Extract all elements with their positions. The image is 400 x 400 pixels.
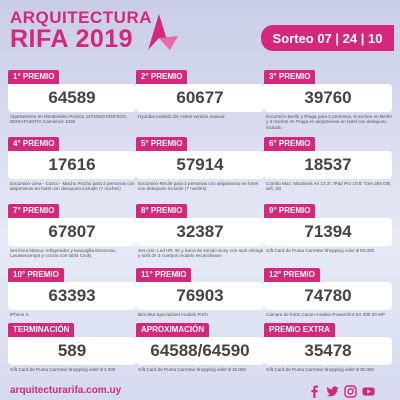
prize-description: Gift Card de Punta Carretas Shopping valor $ 30.000	[266, 367, 375, 372]
prize-description: Set cine: Led HP, 4K y barra de sonido Sony con rack vintage y sofá de 3 cuerpos modelo escandinavo	[138, 248, 264, 259]
prize-number: 76903	[136, 282, 264, 310]
prize-label: 7° PREMIO	[8, 204, 59, 218]
prize-card	[8, 204, 136, 264]
prize-number: 57914	[136, 151, 264, 179]
prize-card	[8, 268, 136, 328]
prize-label: 10° PREMIO	[8, 268, 64, 282]
prize-card	[136, 268, 264, 328]
prize-number: 32387	[136, 218, 264, 246]
prize-label: 11° PREMIO	[136, 268, 191, 282]
prize-description: Excursión Lima - Cuzco - Machu Picchu para 2 personas con alojamiento en hotel con desayuno incluido (7 noches)	[10, 181, 135, 192]
website-link[interactable]: arquitecturarifa.com.uy	[10, 385, 122, 396]
prize-card	[136, 137, 264, 197]
prize-description: iPhone X	[10, 312, 29, 317]
prize-description: Cámara de fotos Canon modelo Powershot SX 430 20 MP	[266, 312, 385, 317]
prize-card	[264, 204, 392, 264]
prize-number: 67807	[8, 218, 136, 246]
prize-number: 18537	[264, 151, 392, 179]
brand-title: ARQUITECTURA	[10, 8, 152, 27]
sorteo-date-badge: Sorteo 07 | 24 | 10	[261, 25, 394, 51]
prize-number: 63393	[8, 282, 136, 310]
brand-subtitle: RIFA 2019	[10, 25, 134, 53]
instagram-icon[interactable]	[344, 385, 357, 398]
prize-label: 5° PREMIO	[136, 137, 187, 151]
prize-label: 3° PREMIO	[264, 70, 315, 84]
prize-label: 4° PREMIO	[8, 137, 59, 151]
prize-description: Gift Card de Punta Carretas Shopping valor $ 50.000	[266, 248, 375, 253]
prize-description: Excursión Berlín y Praga para 2 personas, 6 noches en Berlín y 4 noches en Praga en alojamiento en hotel con desayuno incluido	[266, 114, 392, 130]
prize-label: PREMIO EXTRA	[264, 323, 335, 337]
prize-card	[8, 137, 136, 197]
prize-label: TERMINACIÓN	[8, 323, 74, 337]
prize-label: 8° PREMIO	[136, 204, 187, 218]
prize-card	[264, 323, 392, 383]
prize-label: 2° PREMIO	[136, 70, 187, 84]
youtube-icon[interactable]	[362, 385, 375, 398]
prize-description: Hyundai modelo i20 Active versión manual	[138, 114, 225, 119]
logo-icon	[140, 12, 178, 52]
prize-card	[8, 323, 136, 383]
prize-number: 39760	[264, 84, 392, 112]
prize-number: 71394	[264, 218, 392, 246]
footer	[0, 383, 400, 400]
prize-number: 64588/64590	[136, 337, 264, 365]
prize-description: Combo Mac: MacBook Air 13.3", iPad Pro 10.5" Gen 256 GB, wifi, 4G	[266, 181, 392, 192]
prize-card	[264, 268, 392, 328]
prize-description: Excursión Recife para 2 personas con alojamiento en hotel con desayuno incluido (7 noches)	[138, 181, 259, 192]
twitter-icon[interactable]	[326, 385, 339, 398]
prize-number: 60677	[136, 84, 264, 112]
prize-description: Gift Card de Punta Carretas Shopping valor $ 15.000	[138, 367, 247, 372]
prize-number: 17616	[8, 151, 136, 179]
prize-label: 6° PREMIO	[264, 137, 315, 151]
prize-card	[136, 70, 264, 130]
prize-number: 589	[8, 337, 136, 365]
prize-label: 12° PREMIO	[264, 268, 320, 282]
prize-description: Bicicleta Specialized modelo Pitch	[138, 312, 208, 317]
prize-card	[264, 137, 392, 197]
facebook-icon[interactable]	[308, 385, 321, 398]
prize-label: 1° PREMIO	[8, 70, 59, 84]
prize-description: Gift Card de Punta Carretas Shopping valor $ 4.000	[10, 367, 116, 372]
prize-card	[264, 70, 392, 130]
prize-description: Set línea blanca: refrigerador y lavavajilla Electrolux, Lavasecarropa y cocina con tabla Cindy	[10, 248, 117, 259]
header	[0, 0, 400, 64]
prize-card	[8, 70, 136, 130]
prize-card	[136, 204, 264, 264]
prize-number: 64589	[8, 84, 136, 112]
prize-label: APROXIMACIÓN	[136, 323, 209, 337]
prize-description: Apartamento en Montevideo-Pocitos 1472/503 EDIFICIO BEIRAPUERTA Caminhos 1035	[10, 114, 126, 125]
prize-number: 74780	[264, 282, 392, 310]
prize-label: 9° PREMIO	[264, 204, 315, 218]
prize-number: 35478	[264, 337, 392, 365]
prize-card	[136, 323, 264, 383]
